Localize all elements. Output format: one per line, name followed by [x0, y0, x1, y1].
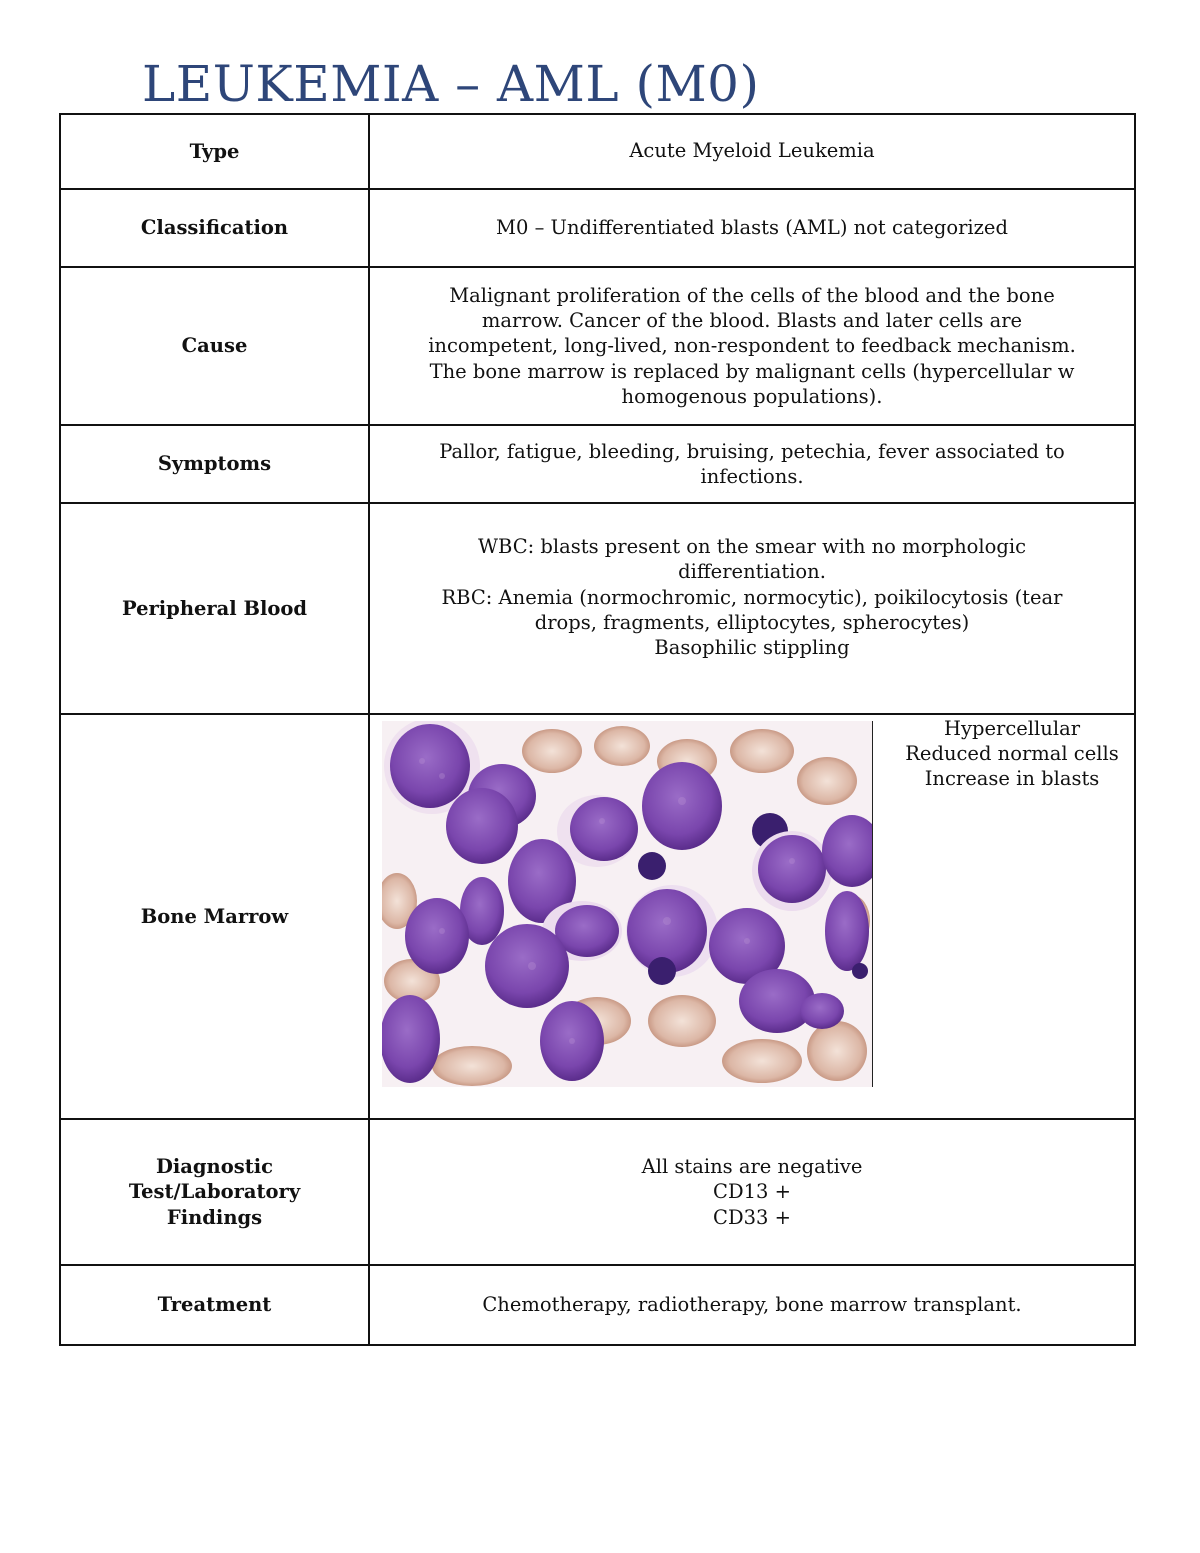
value-line: Basophilic stippling: [654, 636, 850, 660]
row-label: Symptoms: [60, 425, 369, 503]
table-row-symptoms: [60, 425, 1135, 503]
label-line: Test/Laboratory: [128, 1180, 301, 1204]
value-line: differentiation.: [678, 560, 826, 584]
row-label: Treatment: [60, 1265, 369, 1345]
table-row-bone-marrow: [60, 714, 1135, 1119]
row-label: Classification: [60, 189, 369, 267]
value-line: infections.: [700, 465, 804, 488]
label-line: Diagnostic: [155, 1155, 274, 1179]
value-line: The bone marrow is replaced by malignant cells (hypercellular w: [429, 359, 1075, 383]
value-line: All stains are negative: [641, 1155, 863, 1179]
value-line: CD13 +: [713, 1180, 791, 1204]
value-line: Acute Myeloid Leukemia: [629, 138, 875, 162]
value-line: incompetent, long-lived, non-respondent to feedback mechanism.: [428, 334, 1076, 358]
note-line: Reduced normal cells: [905, 741, 1119, 765]
table-row-type: [60, 114, 1135, 189]
table-row-treatment: [60, 1265, 1135, 1345]
value-line: WBC: blasts present on the smear with no morphologic: [477, 535, 1027, 558]
table-row-classification: [60, 189, 1135, 267]
row-label: Cause: [60, 267, 369, 425]
row-label: Type: [60, 114, 369, 189]
row-value: [369, 1119, 1135, 1265]
bone-marrow-micrograph: [382, 721, 873, 1087]
value-line: CD33 +: [713, 1205, 791, 1229]
row-value: [369, 1265, 1135, 1345]
row-label: Bone Marrow: [60, 714, 369, 1119]
table-row-peripheral-blood: [60, 503, 1135, 714]
row-label: [60, 1119, 369, 1265]
value-line: M0 – Undifferentiated blasts (AML) not categorized: [496, 216, 1008, 240]
row-value: [369, 267, 1135, 425]
row-value: [369, 114, 1135, 189]
row-value: [369, 425, 1135, 503]
value-line: Chemotherapy, radiotherapy, bone marrow transplant.: [482, 1293, 1022, 1317]
value-line: RBC: Anemia (normochromic, normocytic), poikilocytosis (tear: [441, 585, 1063, 609]
row-value: [369, 714, 1135, 1119]
value-line: homogenous populations).: [621, 384, 883, 408]
table-row-cause: [60, 267, 1135, 425]
note-line: Increase in blasts: [924, 767, 1100, 791]
row-value: [369, 503, 1135, 714]
note-line: Hypercellular: [943, 716, 1081, 740]
label-line: Findings: [166, 1205, 263, 1229]
aml-summary-table: [59, 113, 1136, 1346]
value-line: Malignant proliferation of the cells of the blood and the bone: [449, 283, 1055, 307]
value-line: Pallor, fatigue, bleeding, bruising, petechia, fever associated to: [439, 439, 1065, 463]
value-line: marrow. Cancer of the blood. Blasts and later cells are: [481, 309, 1023, 333]
table-row-diagnostic: [60, 1119, 1135, 1265]
row-value: [369, 189, 1135, 267]
row-label: Peripheral Blood: [60, 503, 369, 714]
value-line: drops, fragments, elliptocytes, spherocytes): [534, 610, 970, 634]
page-title: LEUKEMIA – AML (M0): [142, 55, 760, 113]
bone-marrow-notes: [882, 716, 1142, 792]
